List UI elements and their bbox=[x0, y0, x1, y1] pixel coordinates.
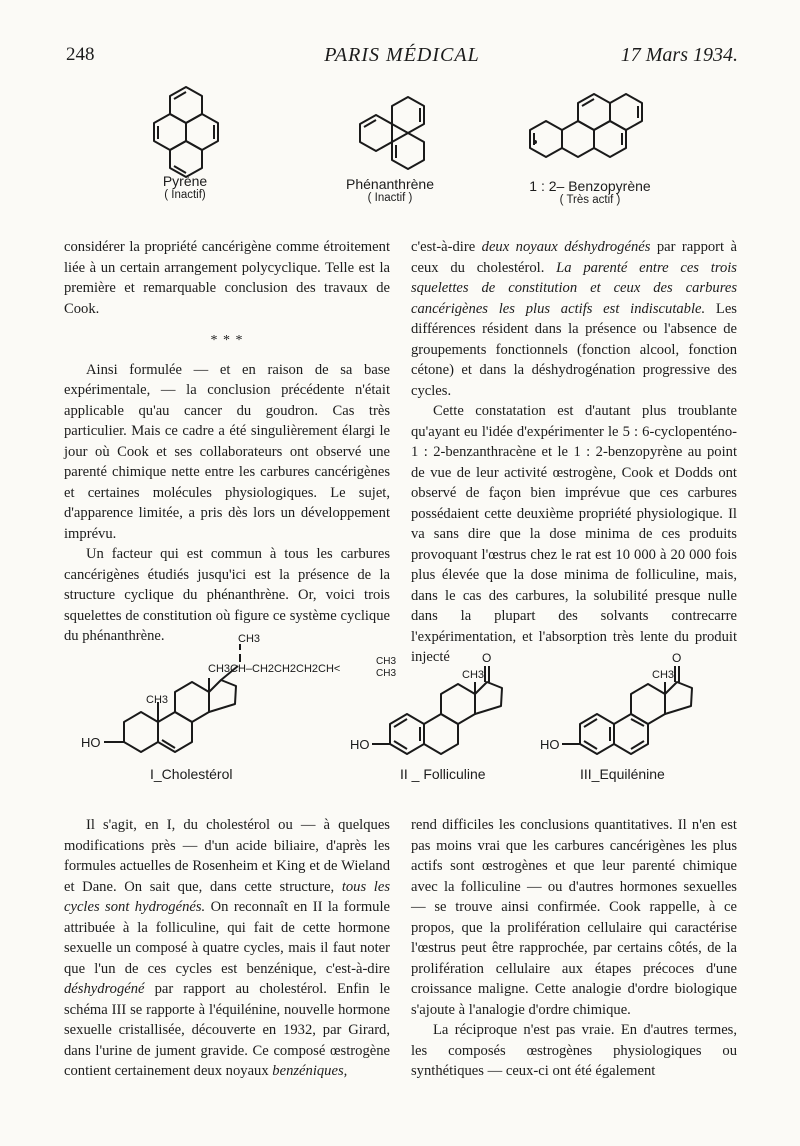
page-number: 248 bbox=[66, 44, 95, 65]
svg-text:HO: HO bbox=[81, 735, 101, 750]
paragraph: rend difficiles les conclusions quantitatives. Il n'en est pas moins vrai que les carbures cancérigènes les plus actifs sont œstrogènes et que leur parenté chimique avec la folliculine — ou d'autres hormones sexuelles — se trouve ainsi confirmée. Cook rappelle, à ce propos, que la prolifération cellulaire qui caractérise l'œstrus peut être rapprochée, par certains côtés, de la prolifération cellulaire aux étapes précoces d'une croissance maligne. Cette analogie d'ordre biologique s'ajoute à l'analogie d'ordre chimique. bbox=[411, 817, 737, 1018]
text-column-2 bbox=[411, 237, 737, 668]
molecule-status: ( Très actif ) bbox=[559, 194, 621, 206]
svg-text:CH3: CH3 bbox=[462, 669, 485, 681]
text-column-1 bbox=[64, 237, 390, 647]
equilenine-label: III_Equilénine bbox=[580, 766, 665, 782]
paragraph: considérer la propriété cancérigène comme étroitement liée à un certain arrangement polycyclique. Telle est la première et remarquable conclusion des travaux de Cook. bbox=[64, 239, 390, 317]
folliculine-label: II _ Folliculine bbox=[400, 766, 486, 782]
svg-text:CH3: CH3 bbox=[652, 669, 675, 681]
svg-text:HO: HO bbox=[350, 737, 370, 752]
cholesterol-structure bbox=[81, 633, 396, 752]
text-column-3 bbox=[64, 815, 390, 1082]
issue-date: 17 Mars 1934. bbox=[620, 44, 738, 66]
page-header bbox=[66, 44, 738, 74]
bottom-figure-structures bbox=[80, 630, 740, 780]
phenanthrene-structure bbox=[360, 97, 424, 169]
svg-text:CH3CH–CH2CH2CH2CH<: CH3CH–CH2CH2CH2CH< bbox=[208, 663, 341, 675]
equilenine-structure bbox=[540, 651, 692, 754]
pyrene-structure bbox=[154, 87, 218, 177]
molecule-status: ( Inactif ) bbox=[367, 192, 413, 204]
section-break: * * * bbox=[210, 333, 244, 348]
benzopyrene-structure bbox=[530, 94, 642, 157]
svg-text:O: O bbox=[672, 651, 682, 665]
svg-text:CH3: CH3 bbox=[238, 633, 261, 645]
svg-text:CH3: CH3 bbox=[376, 668, 397, 679]
svg-text:CH3: CH3 bbox=[376, 656, 397, 667]
phenanthrene-label bbox=[325, 176, 455, 204]
pyrene-label bbox=[140, 173, 230, 201]
svg-text:CH3: CH3 bbox=[146, 694, 169, 706]
paragraph: Il s'agit, en I, du cholestérol ou — à quelques modifications près — d'un acide biliaire, d'après les formules actuelles de Rosenheim et King et de Wieland et Dane. On sait que, dans cette structure, tous les cycles sont hydrogénés. On reconnaît en II la formule attribuée à la folliculine, qui fait de cette hormone sexuelle un composé à quatre cycles, mais il faut noter que l'un de ces cycles est benzénique, c'est-à-dire déshydrogéné par rapport au cholestérol. Enfin le schéma III se rapporte à l'équilénine, nouvelle hormone sexuelle cristallisée, découverte en 1932, par Girard, dans l'urine de jument gravide. Ce composé œstrogène contient certainement deux noyaux benzéniques, bbox=[64, 817, 390, 1079]
text-column-4 bbox=[411, 815, 737, 1082]
svg-text:O: O bbox=[482, 651, 492, 665]
molecule-name: 1 : 2– Benzopyrène bbox=[529, 178, 651, 194]
molecule-name: Phénanthrène bbox=[346, 176, 434, 192]
molecule-name: Pyrène bbox=[162, 173, 208, 189]
paragraph: Un facteur qui est commun à tous les carbures cancérigènes étudiés jusqu'ici est la présence de la structure cyclique du phénanthrène. Or, voici trois squelettes de constitution où figure ce système cyclique du phénanthrène. bbox=[64, 546, 390, 644]
top-figure-structures bbox=[130, 80, 710, 180]
paragraph: Cette constatation est d'autant plus troublante qu'ayant eu l'idée d'expérimenter le 5 : 6-cyclopenténo-1 : 2-benzanthracène et le 1 : 2-benzopyrène au point de vue de leur activité œstrogène, Cook et Dodds ont observé de façon bien imprévue que ces carbures possédaient cette deuxième propriété physiologique. Il va sans dire que la dose minima de ces produits provoquant l'œstrus chez le rat est 10 000 à 20 000 fois plus élevée que la dose minima de folliculine, mais, dans le cas des carbures, la solubilité presque nulle dans la plupart des solvants contrecarre l'expérimentation, et l'absorption très lente du produit injecté bbox=[411, 403, 737, 665]
svg-text:HO: HO bbox=[540, 737, 560, 752]
paragraph: La réciproque n'est pas vraie. En d'autres termes, les composés œstrogènes physiologiques ou synthétiques — ceux-ci ont été également bbox=[411, 1022, 737, 1079]
journal-title: PARIS MÉDICAL bbox=[324, 44, 480, 66]
paragraph: Ainsi formulée — et en raison de sa base expérimentale, — la conclusion précédente n'était applicable qu'au cancer du goudron. Cas très particulier. Mais ce cadre a été singulièrement élargi le jour où Cook et ses collaborateurs ont observé une parenté chimique nette entre les carbures cancérigènes et certaines molécules physiologiques. Le sujet, d'apparence limitée, a pris dès lors un développement imprévu. bbox=[64, 361, 390, 542]
benzopyrene-label bbox=[510, 178, 670, 206]
folliculine-structure bbox=[350, 651, 502, 754]
cholesterol-label: I_Cholestérol bbox=[150, 766, 233, 782]
molecule-status: ( Inactif) bbox=[164, 189, 206, 201]
paragraph: c'est-à-dire deux noyaux déshydrogénés par rapport à ceux du cholestérol. La parenté entre ces trois squelettes de constitution et ceux des carbures cancérigènes les plus actifs est indiscutable. Les différences résident dans la présence ou l'absence de groupements fonctionnels (fonction alcool, fonction cétone) et dans la déshydrogénation progressive des cycles. bbox=[411, 239, 737, 399]
